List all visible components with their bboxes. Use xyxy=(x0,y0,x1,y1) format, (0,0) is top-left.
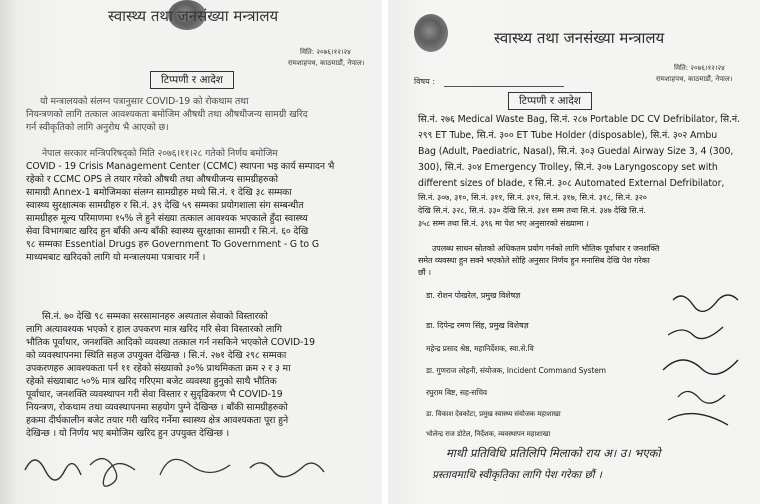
left-signatures-drawing xyxy=(20,440,370,500)
document-date: मिति: २०७६।१२।२४ xyxy=(674,64,725,72)
ministry-heading: स्वास्थ्य तथा जनसंख्या मन्त्रालय xyxy=(108,7,279,25)
subject-label: विषय : xyxy=(414,77,436,86)
handwritten-note-line: प्रस्तावमाथि स्वीकृतिका लागि पेश गरेका छौं । xyxy=(432,469,602,481)
signatory: डा. दिपेन्द्र रमण सिंह, प्रमुख विशेषज्ञ xyxy=(426,321,529,330)
body-line: २९९ ET Tube, सि.नं. ३०० ET Tube Holder (disposable), सि.नं. ३०२ Ambu xyxy=(418,130,718,141)
body-line: सेवा विभागबाट खरिद हुन बाँकी अन्य बाँकी स्वास्थ्य सुरक्षाका सामग्री र सि.नं. ६० देखि xyxy=(26,226,309,237)
body-line: लागि अत्यावश्यक भएको र हाल उपकरण मात्र खरिद गरि सेवा विस्तारको लागि xyxy=(26,324,282,335)
body-line: सामाग्री Annex-1 बमोजिमका संलग्न सामग्रीहरु मध्ये सि.नं. १ देखि ३८ सम्मका xyxy=(26,187,292,198)
signatory: डा. विकाश देवकोटा, प्रमुख स्वास्थ्य संयोजक महाशाखा xyxy=(426,410,561,418)
body-line: ३५८ सम्म तथा सि.नं. ३९६ मा पेश भए अनुसारको संख्यामा । xyxy=(418,219,589,228)
body-line: हकमा दीर्घकालीन बजेट तयार गरी खरिद गर्नेमा स्वास्थ्य क्षेत्र आवश्यकता पूरा हुने xyxy=(26,415,289,426)
ministry-address: रामशाहपथ, काठमाडौं, नेपाल। xyxy=(656,75,733,83)
body-line: देखिन्छ । यो निर्णय भए बमोजिम खरिद हुन उपयुक्त देखिन्छ । xyxy=(26,428,230,439)
body-line: नेपाल सरकार मन्त्रिपरिषद्को मिति २०७६।११।२८ गतेको निर्णय बमोजिम xyxy=(42,148,278,159)
body-line: उपकरणहरु आवश्यकता पर्न ११ रहेको संख्याको ३०% प्राथमिकता क्रम २ र ३ मा xyxy=(26,363,291,374)
body-line: भौतिक पूर्वाधार, जनशक्ति आदिको व्यवस्था तत्काल गर्न नसकिने भएकोले COVID-19 xyxy=(26,337,315,348)
body-line: different sizes of blade, र सि.नं. ३०८ Automated External Defribilator, xyxy=(418,178,725,189)
body-line: Bag (Adult, Paediatric, Nasal), सि.नं. ३०३ Guedal Airway Size 3, 4 (300, xyxy=(418,146,734,157)
document-date: मिति: २०७६।१२।२४ xyxy=(300,48,351,56)
body-line: माध्यमबाट खरिदको लागि यो मन्त्रालयमा पत्राचार गर्ने । xyxy=(26,252,206,263)
handwritten-note-line: माथी प्रतिविधि प्रतिलिपि मिलाको राय अ। उ। भएको xyxy=(446,446,661,460)
right-document-page xyxy=(388,0,760,504)
ministry-heading: स्वास्थ्य तथा जनसंख्या मन्त्रालय xyxy=(494,29,665,47)
body-line: सि.नं. ७० देखि ९८ सम्मका सरसामानहरु अस्पताल सेवाको विस्तारको xyxy=(42,311,268,322)
body-line: सि.नं. २७६ Medical Waste Bag, सि.नं. २८७ Portable DC CV Defribilator, सि.नं. xyxy=(418,114,740,125)
body-line: नियन्त्रण, रोकथाम तथा व्यवस्थापनमा सहयोग पुग्ने देखिन्छ । बाँकी सामग्रीहरुको xyxy=(26,402,288,413)
body-line: COVID - 19 Crisis Management Center (CCMC) स्थापना भइ कार्य सम्पादन भै xyxy=(26,161,335,172)
right-signatures-drawing xyxy=(658,285,758,435)
body-line: छौं । xyxy=(418,268,431,277)
signatory: महेन्द्र प्रसाद श्रेष्ठ, महानिर्देशक, स्वा.से.वि xyxy=(426,344,534,353)
signatory: डा. रोशन पोखरेल, प्रमुख विशेषज्ञ xyxy=(426,291,521,300)
body-line: उपलब्ध साधन स्रोतको अधिकतम प्रयोग गर्नको लागि भौतिक पूर्वाधार र जनशक्ति xyxy=(432,244,660,253)
body-line: पूर्वाधार, जनशक्ति व्यवस्थापन गरी सेवा विस्तार र सुदृढिकरण भै COVID-19 xyxy=(26,389,283,400)
body-line: 300), सि.नं. ३०४ Emergency Trolley, सि.नं. ३०७ Laryngoscopy set with xyxy=(418,162,718,173)
notice-title: टिप्पणी र आदेश xyxy=(150,71,234,89)
subject-underline xyxy=(444,86,564,87)
body-line: यो मन्त्रालयको संलग्न पत्रानुसार COVID-19 को रोकथाम तथा xyxy=(40,96,249,107)
body-line: गर्न स्वीकृतिको लागि अनुरोध भै आएको छ। xyxy=(26,122,169,133)
body-line: देखि सि.नं. ३२८, सि.नं. ३३० देखि सि.नं. ३४१ सम्म तथा सि.नं. ३४७ देखि सि.नं. xyxy=(418,206,646,215)
body-line: सि.नं. ३०७, ३१०, सि.नं. ३११, सि.नं. ३१२, सि.नं. ३१७, सि.नं. ३१८, सि.नं. ३२० xyxy=(418,193,647,202)
body-line: नियन्त्रणको लागि तत्काल आवश्यकता बमोजिम औषधी तथा औषधीजन्य सामग्री खरिद xyxy=(26,109,308,120)
body-line: ९८ सम्मका Essential Drugs हरु Government To Government - G to G xyxy=(26,239,319,250)
body-line: सामग्रीहरु मूल्य परिमाणमा १५% ले हुने संख्या तत्काल आवश्यक भएकाले हुँदा स्वास्थ्य xyxy=(26,213,308,224)
body-line: समेत व्यवस्था हुन सक्ने भएकोले सोहि अनुसार निर्णय हुन मनासिब देखि पेश गरेका xyxy=(418,256,650,265)
body-line: रहेको र CCMC OPS ले तयार गरेको औषधी तथा औषधीजन्य सामग्रीहरुको xyxy=(26,174,278,185)
body-line: स्वास्थ्य सुरक्षात्मक सामग्रीहरु र सि.नं. ३९ देखि ५९ सम्मका प्रयोगशाला संग सम्बन्धीत xyxy=(26,200,304,211)
signatory: रघुराम बिष्ट, सह-सचिव xyxy=(426,388,487,397)
government-emblem-icon xyxy=(414,14,448,52)
ministry-address: रामशाहपथ, काठमाडौं, नेपाल। xyxy=(288,59,365,67)
notice-title: टिप्पणी र आदेश xyxy=(508,92,592,110)
body-line: रहेको संख्याबाट ५०% मात्र खरिद गरिएमा बजेट व्यवस्था हुनुको साथै भौतिक xyxy=(26,376,277,387)
body-line: को व्यवस्थापनमा स्थिति सहज उपयुक्त देखिन्छ । सि.नं. २७१ देखि २९८ सम्मका xyxy=(26,350,287,361)
signatory: डा. गुणराज लोहनी, संयोजक, Incident Command System xyxy=(426,366,606,375)
signatory: भोलेन्द्र राज डोटेल, निर्देशक, व्यवस्थापन महाशाखा xyxy=(426,430,551,438)
